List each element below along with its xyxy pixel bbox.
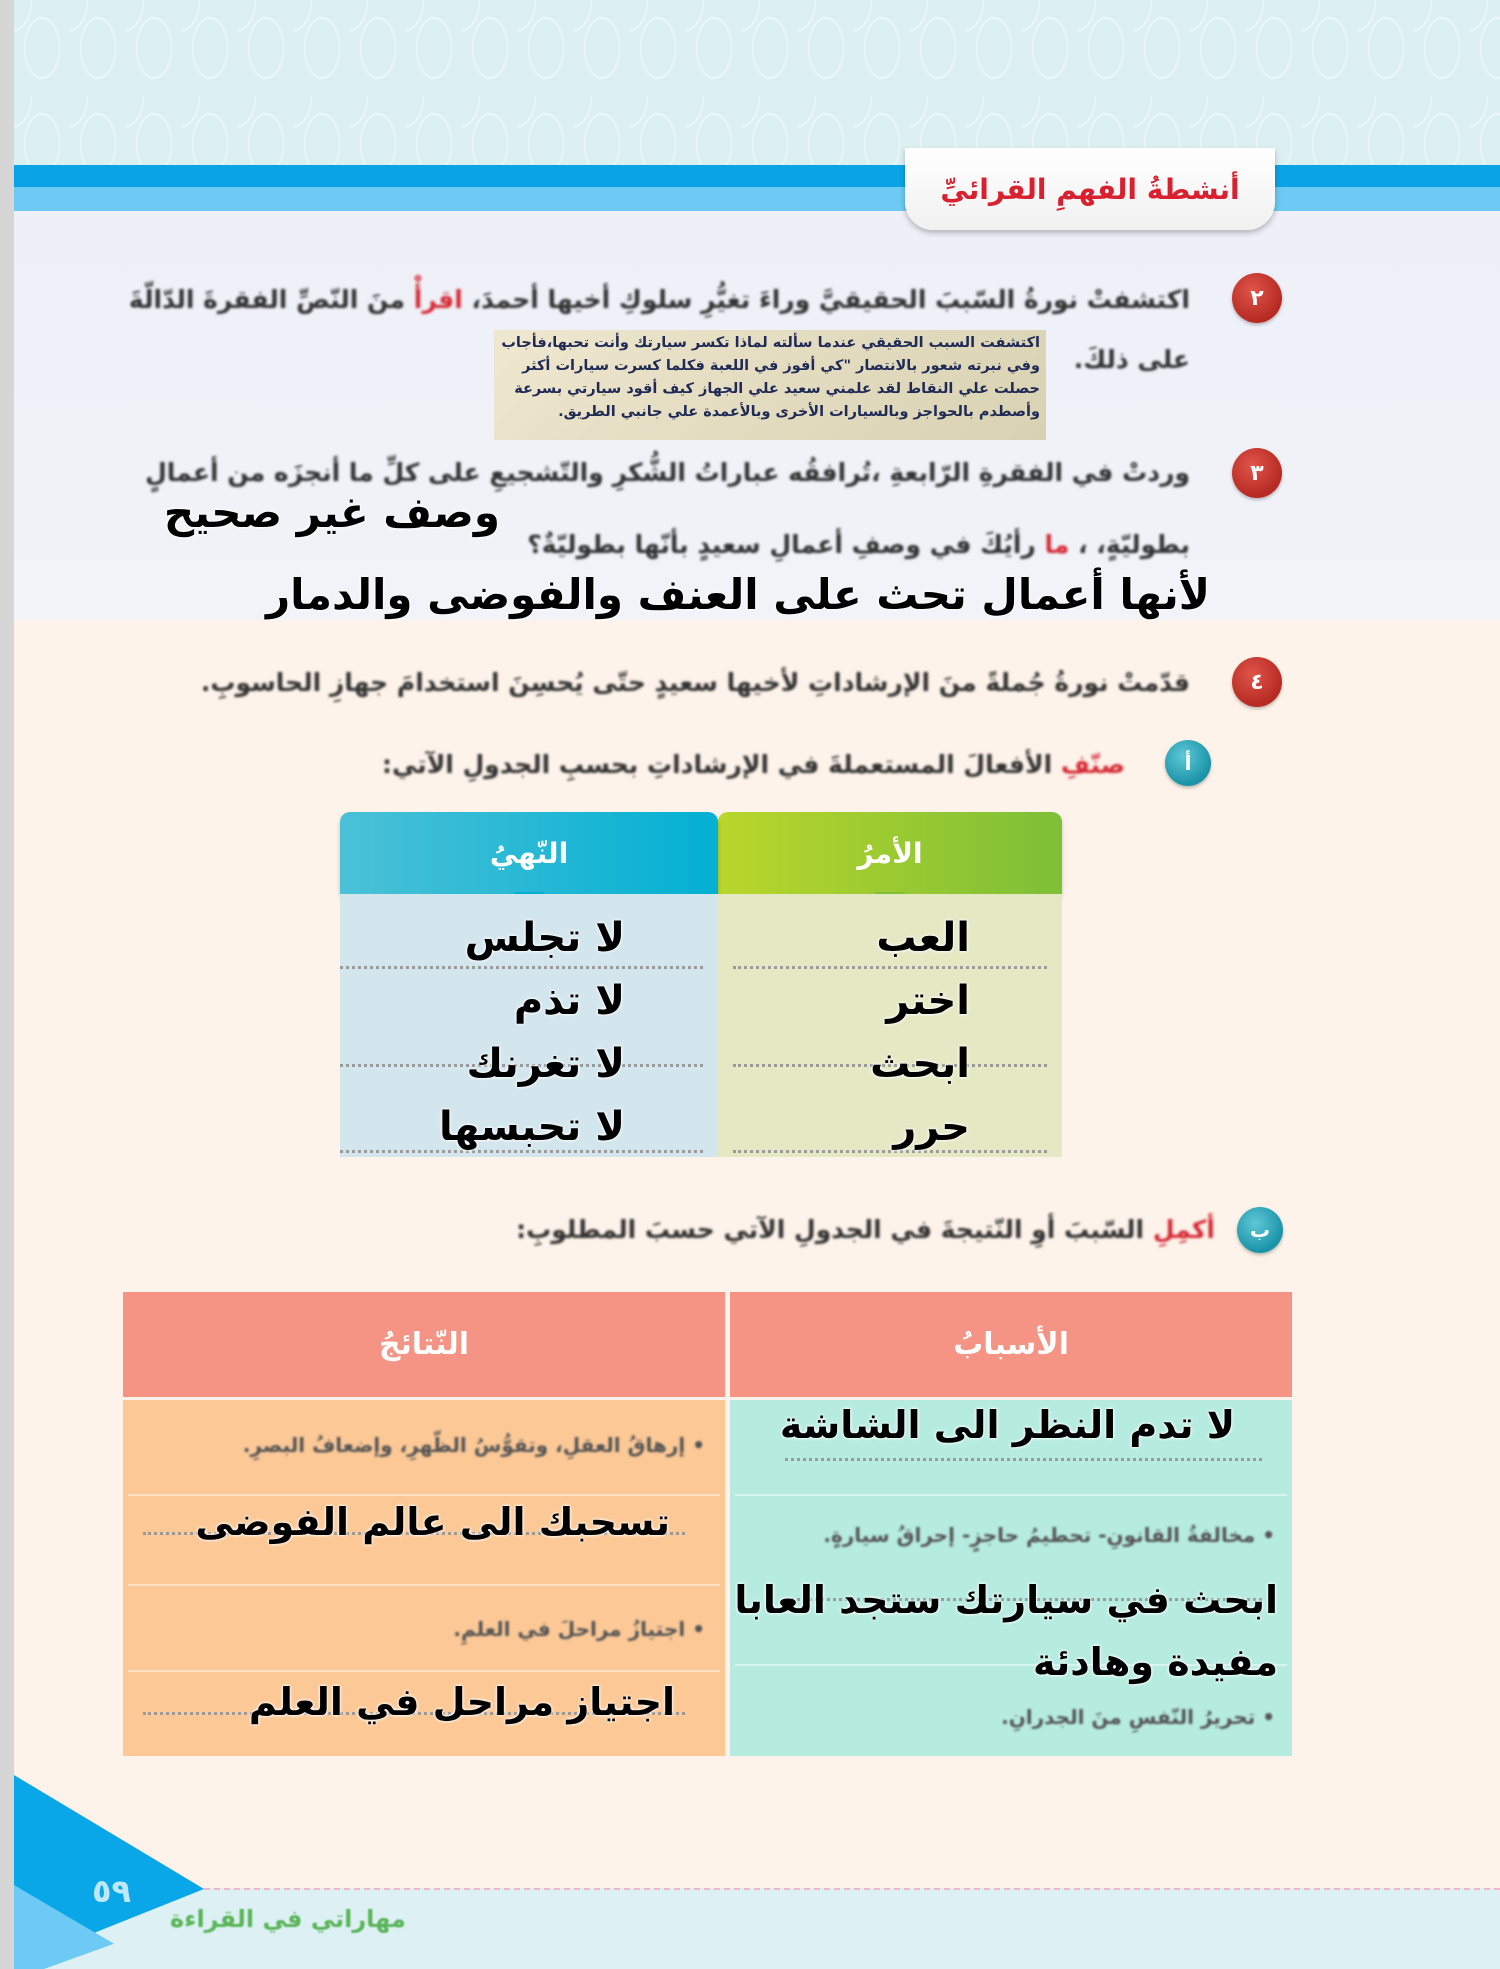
instruction-text: السّببَ أوِ النّتيجةَ في الجدولِ الآتي حسبَ المطلوبِ: [516,1215,1145,1244]
question-number: ٣ [1250,460,1264,486]
sub-question-letter: ب [1249,1218,1271,1242]
popup-line: اكتشفت السبب الحقيقي عندما سألته لماذا تكسر سيارتك وأنت تحبها،فأجاب [501,335,1040,351]
answer-line [340,966,703,969]
question-4-text: قدّمتْ نورةُ جُملةً منَ الإرشاداتِ لأخيها سعيدٍ حتّى يُحسِنَ استخدامَ جهازِ الحاسوبِ. [200,668,1190,697]
cause-answer: ابحث في سيارتك ستجد العابا [734,1578,1278,1622]
header-label: النّهيُ [489,836,569,870]
row-divider [128,1670,720,1673]
question-text: منَ النّصِّ الفقرةَ الدّالّةَ [128,285,406,314]
header-label: الأسبابُ [953,1327,1069,1362]
popup-line: وفي نبرته شعور بالانتصار "كي أفوز في اللعبة فكلما كسرت سيارات أكثر [522,358,1040,374]
question-highlight: ما [1044,530,1070,559]
column-header-amr [718,812,1062,894]
printed-cause: • مخالفةُ القانونِ- تحطيمُ حاجزٍ- إحراقُ سيارةٍ. [823,1523,1275,1547]
nahy-answer: لا تغرنك [466,1041,625,1087]
column-header-nahy [340,812,718,894]
question-text: رأيُكَ في وصفِ أعمالِ سعيدٍ بأنّها بطوليّةٌ؟ [527,530,1036,559]
header-band-light [14,187,1500,211]
instruction-highlight: أكمِلِ [1152,1215,1215,1244]
question-3-text-line2 [527,515,1190,575]
instruction-highlight: صنّفِ [1060,750,1125,779]
question-number: ٤ [1250,669,1264,695]
amr-answer: حرر [893,1104,970,1150]
sub-question-letter: أ [1184,751,1192,775]
page-number: ٥٩ [92,1872,132,1910]
row-divider [735,1494,1287,1497]
header-label: النّتائجُ [378,1327,470,1362]
book-title: مهاراتي في القراءة [170,1905,406,1933]
question-number: ٢ [1250,285,1264,311]
nahy-answer: لا تجلس [464,915,625,961]
printed-cause: • تحريرُ النّفسِ منَ الجدرانِ. [1001,1705,1275,1729]
cause-answer: مفيدة وهادئة [1032,1640,1278,1684]
answer-text: وصف غير صحيح [163,488,500,537]
question-3-text: وردتْ في الفقرةِ الرّابعةِ ،تُرافقُه عباراتُ الشُّكرِ والتّشجيعِ على كلِّ ما أنجزَه من أعمالٍ [145,458,1190,487]
header-label: الأمرُ [857,836,923,870]
answer-line [733,966,1047,969]
popup-line: حصلت علي النقاط لقد علمني سعيد علي الجهاز كيف أقود سيارتي بسرعة [514,381,1040,397]
question-number-badge [1232,448,1282,498]
amr-answer: ابحث [870,1041,970,1087]
page-edge [0,0,14,1969]
sub-question-badge [1165,740,1211,786]
cause-answer: لا تدم النظر الى الشاشة [779,1403,1235,1447]
section-title-ribbon [905,148,1275,230]
row-divider [128,1584,720,1587]
question-number-badge [1232,273,1282,323]
question-2-text [90,270,1190,330]
question-text: بطوليّةٍ، ، [1078,530,1190,559]
nahy-answer: لا تحبسها [438,1104,625,1150]
decorative-pattern [14,0,1500,165]
printed-result: • إرهاقُ العقلِ، وتقوُّسُ الظّهرِ، وإضعافُ البصرِ. [242,1433,705,1457]
part-b-instruction [415,1200,1215,1260]
answer-line [340,1150,703,1153]
printed-result: • اجتيازُ مراحلَ في العلمِ. [453,1617,705,1641]
row-divider [128,1494,720,1497]
question-text: اكتشفتْ نورةُ السّببَ الحقيقيَّ وراءَ تغيُّرِ سلوكِ أخيها أحمدَ، [471,285,1190,314]
column-header-results [123,1292,725,1397]
answer-text: لأنها أعمال تحث على العنف والفوضى والدمار [266,570,1210,619]
section-title: أنشطةُ الفهمِ القرائيِّ [940,172,1240,206]
quoted-paragraph-popup [494,330,1046,440]
popup-line: وأصطدم بالحواجز وبالسيارات الأخرى وبالأعمدة علي جانبي الطريق. [558,404,1040,420]
answer-line [733,1150,1047,1153]
question-number-badge [1232,657,1282,707]
sub-question-badge [1237,1207,1283,1253]
amr-answer: اختر [886,978,970,1024]
result-answer: تسحبك الى عالم الفوضى [195,1500,670,1544]
amr-answer: العب [876,915,970,961]
result-answer: اجتياز مراحل في العلم [248,1680,675,1724]
part-a-instruction [225,735,1125,795]
instruction-text: الأفعالَ المستعملةَ في الإرشاداتِ بحسبِ الجدولِ الآتي: [382,750,1053,779]
question-2-text-line2: على ذلكَ. [1073,345,1190,374]
column-header-causes [730,1292,1292,1397]
nahy-answer: لا تذم [513,978,625,1024]
answer-line [785,1458,1262,1461]
question-highlight: اقرأْ [413,285,463,314]
header-band [14,165,1500,187]
